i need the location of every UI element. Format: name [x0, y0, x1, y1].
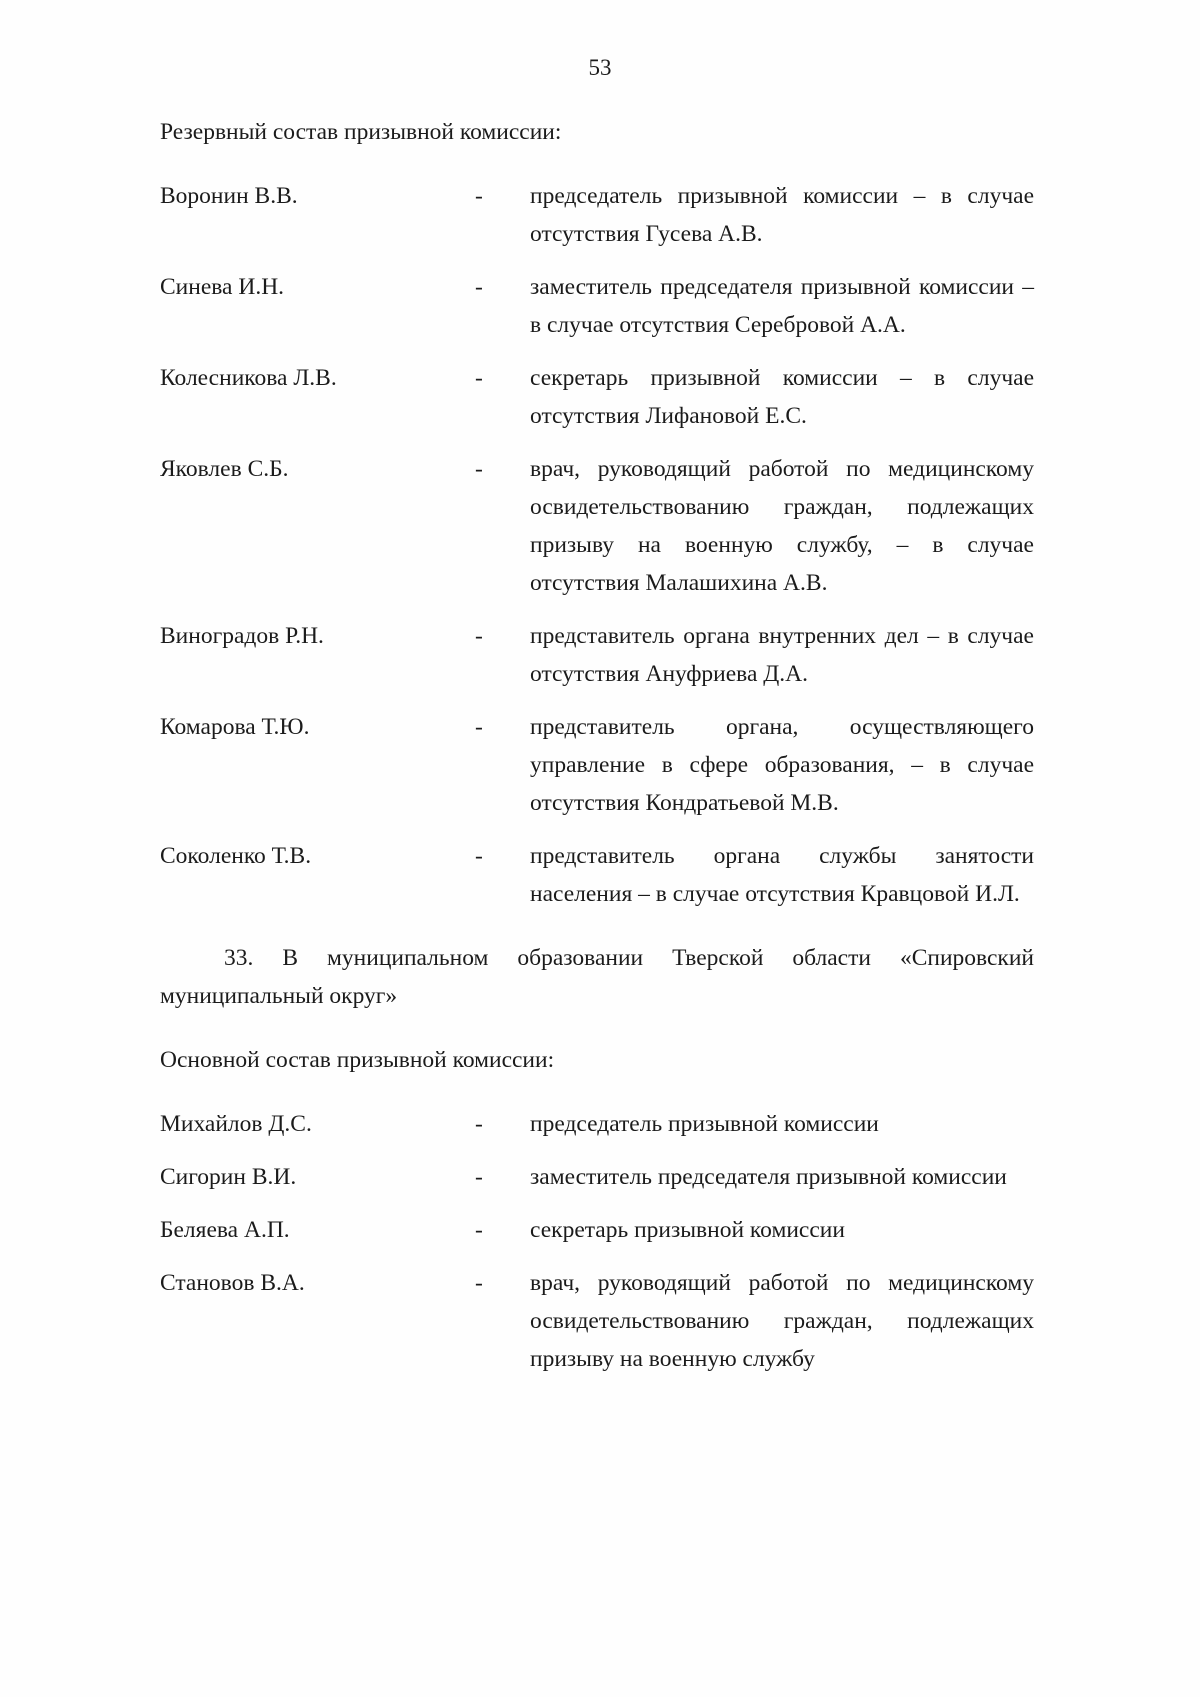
- member-role: председатель призывной комиссии: [530, 1111, 879, 1137]
- entry-dash: -: [475, 623, 483, 649]
- member-name: Комарова Т.Ю.: [160, 714, 310, 740]
- commission-entry: [160, 837, 1034, 913]
- commission-entry: [160, 450, 1034, 602]
- entry-dash: -: [475, 1217, 483, 1243]
- member-name: Воронин В.В.: [160, 183, 298, 209]
- commission-entry: [160, 1158, 1034, 1196]
- entry-dash: -: [475, 456, 483, 482]
- commission-entry: [160, 1264, 1034, 1378]
- commission-entry: [160, 177, 1034, 253]
- commission-entry: [160, 1211, 1034, 1249]
- member-role: представитель органа, осуществляющего управление в сфере образования, – в случае отсутствия Кондратьевой М.В.: [530, 714, 1034, 816]
- commission-entry: [160, 708, 1034, 822]
- reserve-section-heading: Резервный состав призывной комиссии:: [160, 119, 562, 145]
- member-name: Виноградов Р.Н.: [160, 623, 324, 649]
- entry-dash: -: [475, 183, 483, 209]
- member-name: Соколенко Т.В.: [160, 843, 312, 869]
- commission-entry: [160, 359, 1034, 435]
- member-role: врач, руководящий работой по медицинскому освидетельствованию граждан, подлежащих призыву на военную службу, – в случае отсутствия Малашихина А.В.: [530, 456, 1034, 596]
- entry-dash: -: [475, 1270, 483, 1296]
- member-role: врач, руководящий работой по медицинскому освидетельствованию граждан, подлежащих призыву на военную службу: [530, 1270, 1034, 1372]
- commission-entry: [160, 268, 1034, 344]
- member-name: Становов В.А.: [160, 1270, 305, 1296]
- entry-dash: -: [475, 274, 483, 300]
- member-role: секретарь призывной комиссии: [530, 1217, 845, 1243]
- member-name: Колесникова Л.В.: [160, 365, 337, 391]
- member-name: Синева И.Н.: [160, 274, 285, 300]
- entry-dash: -: [475, 365, 483, 391]
- member-name: Беляева А.П.: [160, 1217, 290, 1243]
- page-number: 53: [588, 55, 612, 80]
- municipal-paragraph: 33. В муниципальном образовании Тверской области «Спировский муниципальный округ»: [160, 945, 1034, 1009]
- commission-entry: [160, 617, 1034, 693]
- member-role: заместитель председателя призывной комиссии – в случае отсутствия Серебровой А.А.: [530, 274, 1034, 338]
- page-content: [0, 79, 1200, 1378]
- entry-dash: -: [475, 843, 483, 869]
- member-name: Михайлов Д.С.: [160, 1111, 312, 1137]
- member-name: Яковлев С.Б.: [160, 456, 289, 482]
- member-role: председатель призывной комиссии – в случае отсутствия Гусева А.В.: [530, 183, 1034, 247]
- member-role: представитель органа внутренних дел – в случае отсутствия Ануфриева Д.А.: [530, 623, 1034, 687]
- member-role: заместитель председателя призывной комиссии: [530, 1164, 1007, 1190]
- entry-dash: -: [475, 1164, 483, 1190]
- member-role: представитель органа службы занятости населения – в случае отсутствия Кравцовой И.Л.: [530, 843, 1034, 907]
- member-name: Сигорин В.И.: [160, 1164, 297, 1190]
- main-section-heading: Основной состав призывной комиссии:: [160, 1047, 555, 1073]
- entry-dash: -: [475, 1111, 483, 1137]
- entry-dash: -: [475, 714, 483, 740]
- member-role: секретарь призывной комиссии – в случае отсутствия Лифановой Е.С.: [530, 365, 1034, 429]
- commission-entry: [160, 1105, 1034, 1143]
